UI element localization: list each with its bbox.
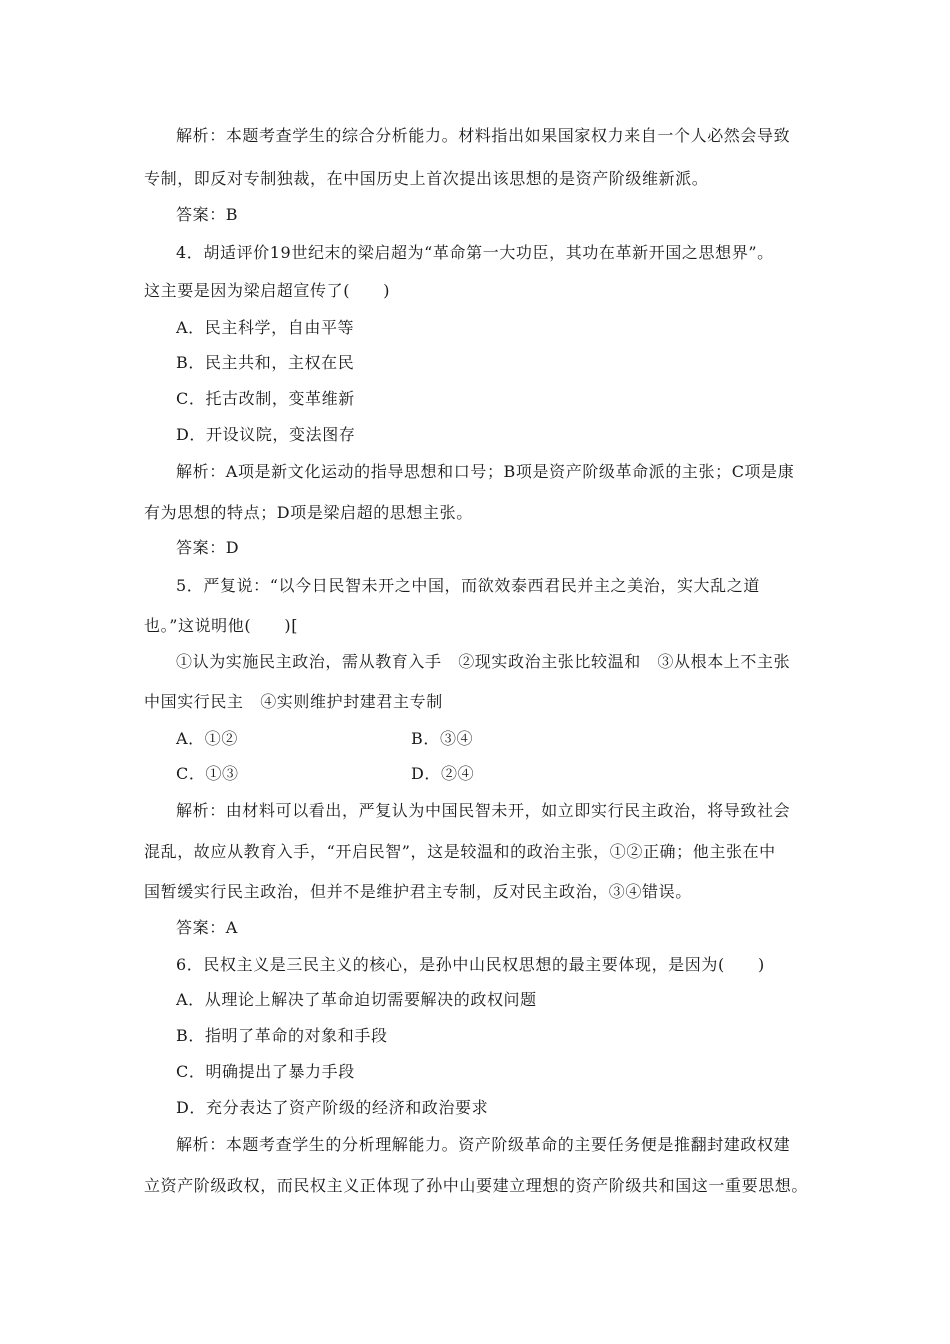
question-6-option-c: C．明确提出了暴力手段 (176, 1062, 355, 1081)
question-4-option-c: C．托古改制，变革维新 (176, 389, 355, 408)
answer-5: 答案：A (176, 918, 238, 937)
question-5-line-2: 也。”这说明他( )[ (144, 616, 299, 635)
analysis-5-line-3: 国暂缓实行民主政治，但并不是维护君主专制，反对民主政治，③④错误。 (144, 882, 692, 901)
question-6-option-b: B．指明了革命的对象和手段 (176, 1026, 388, 1045)
question-5-statements-line-2: 中国实行民主 ④实则维护封建君主专制 (144, 692, 443, 711)
question-5-line-1: 5．严复说：“以今日民智未开之中国，而欲效泰西君民并主之美治，实大乱之道 (176, 576, 760, 595)
question-6-option-a: A．从理论上解决了革命迫切需要解决的政权问题 (176, 990, 537, 1009)
question-5-statements-line-1: ①认为实施民主政治，需从教育入手 ②现实政治主张比较温和 ③从根本上不主张 (176, 652, 791, 671)
question-6-option-d: D．充分表达了资产阶级的经济和政治要求 (176, 1098, 489, 1117)
analysis-6-line-2: 立资产阶级政权，而民权主义正体现了孙中山要建立理想的资产阶级共和国这一重要思想。 (144, 1176, 809, 1195)
question-5-option-d: D．②④ (411, 764, 475, 783)
question-5-option-c: C．①③ (176, 764, 239, 783)
question-4-option-b: B．民主共和，主权在民 (176, 353, 355, 372)
answer-4: 答案：D (176, 538, 240, 557)
analysis-5-line-2: 混乱，故应从教育入手，“开启民智”，这是较温和的政治主张，①②正确；他主张在中 (144, 842, 776, 861)
question-5-option-a: A．①② (176, 729, 238, 748)
question-4-line-1: 4．胡适评价19世纪末的梁启超为“革命第一大功臣，其功在革新开国之思想界”。 (176, 243, 774, 262)
analysis-3-line-1: 解析：本题考查学生的综合分析能力。材料指出如果国家权力来自一个人必然会导致 (176, 126, 791, 145)
analysis-5-line-1: 解析：由材料可以看出，严复认为中国民智未开，如立即实行民主政治，将导致社会 (176, 801, 791, 820)
analysis-4-line-1: 解析：A项是新文化运动的指导思想和口号；B项是资产阶级革命派的主张；C项是康 (176, 462, 795, 481)
analysis-4-line-2: 有为思想的特点；D项是梁启超的思想主张。 (144, 503, 473, 522)
question-5-option-b: B．③④ (411, 729, 474, 748)
analysis-6-line-1: 解析：本题考查学生的分析理解能力。资产阶级革命的主要任务便是推翻封建政权建 (176, 1135, 791, 1154)
answer-3: 答案：B (176, 205, 239, 224)
question-6-line-1: 6．民权主义是三民主义的核心，是孙中山民权思想的最主要体现，是因为( ) (176, 955, 765, 974)
question-4-option-a: A．民主科学，自由平等 (176, 318, 355, 337)
question-4-line-2: 这主要是因为梁启超宣传了( ) (144, 281, 391, 300)
question-4-option-d: D．开设议院，变法图存 (176, 425, 356, 444)
analysis-3-line-2: 专制，即反对专制独裁，在中国历史上首次提出该思想的是资产阶级维新派。 (144, 169, 709, 188)
